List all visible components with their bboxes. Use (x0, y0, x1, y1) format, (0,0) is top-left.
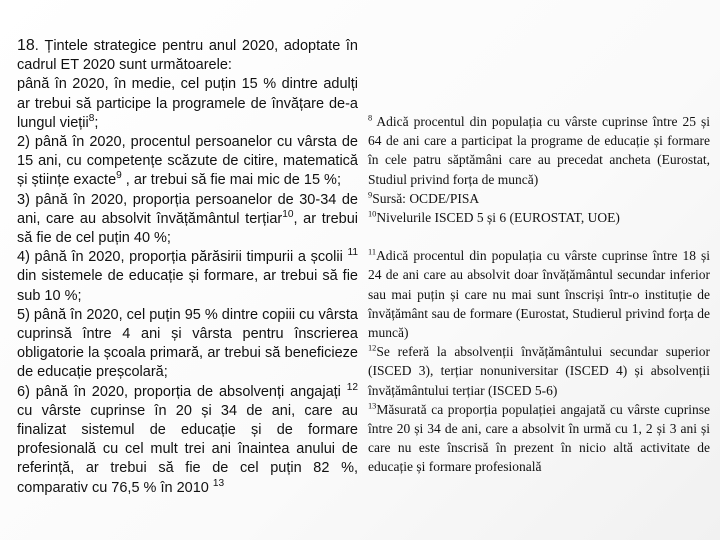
target-3-text: 3) până în 2020, proporția persoanelor de 30-34 de ani, care au absolvit învățământul terțiar (17, 191, 358, 227)
target-2-tail: , ar trebui să fie mai mic de 15 %; (121, 172, 341, 189)
footnote-13-text: Măsurată ca proporția populației angajată cu vârste cuprinse între 20 și 34 de ani, care a absolvit în urmă cu 1, 2 și 3 ani și care nu este înscrisă în prezent în nicio altă activitate de educație și formare profesională (368, 401, 710, 475)
footnote-11 (368, 246, 710, 342)
targets-intro (17, 36, 358, 75)
target-item-3 (17, 191, 358, 249)
target-item-4 (17, 248, 358, 306)
footnote-ref-13[interactable]: 13 (212, 477, 225, 489)
footnote-ref-12[interactable]: 12 (346, 381, 358, 393)
target-item-6 (17, 383, 358, 498)
footnotes-column (368, 112, 710, 477)
strategic-targets-text (17, 36, 358, 498)
target-5-text: 5) până în 2020, cel puțin 95 % dintre copiii cu vârsta cuprinsă între 4 ani și vârsta pentru înscrierea obligatorie la școala primară, ar trebui să beneficieze de educație preșcolară; (17, 306, 358, 381)
footnote-11-marker: 11 (368, 247, 377, 257)
footnote-12-marker: 12 (368, 343, 377, 353)
footnote-ref-11[interactable]: 11 (347, 247, 358, 259)
footnote-8-marker: 8 (368, 113, 373, 123)
footnote-12-text: Se referă la absolvenții învățământului secundar superior (ISCED 3), terțiar nonuniversitar (ISCED 4) și absolvenții învățământului terțiar (ISCED 5-6) (368, 344, 710, 398)
target-3-tail: , ar trebui să fie de cel puțin 40 %; (17, 210, 358, 247)
footnote-9 (368, 189, 710, 208)
footnote-9-marker: 9 (368, 190, 373, 200)
footnote-11-text: Adică procentul din populația cu vârste cuprinse între 18 și 24 de ani care au absolvit doar învățământul secundar inferior sau mai puțin și care nu mai sunt înscriși într-o instituție de învățământ sau de formare (Eurostat, Studierul privind forța de muncă) (368, 248, 710, 341)
footnote-8-text: Adică procentul din populația cu vârste cuprinse între 25 și 64 de ani care a participat la programe de educație și formare în cele patru săptămâni care au precedat ancheta (Eurostat, Studiul privind forța de muncă) (368, 114, 710, 187)
target-2-text: 2) până în 2020, procentul persoanelor cu vârsta de 15 ani, cu competențe scăzute de citire, matematică și științe exacte (17, 134, 358, 189)
footnote-ref-9[interactable]: 9 (116, 170, 122, 182)
footnote-9-text: Sursă: OCDE/PISA (372, 190, 480, 206)
target-6-text: 6) până în 2020, proporția de absolvenți angajați (17, 383, 347, 400)
footnote-8 (368, 112, 710, 189)
target-item-2 (17, 133, 358, 191)
footnote-ref-8[interactable]: 8 (88, 112, 95, 124)
target-item-5 (17, 306, 358, 383)
footnote-10 (368, 208, 710, 227)
section-number: 18 (17, 37, 35, 54)
target-1-tail: ; (94, 114, 99, 131)
footnote-13 (368, 400, 710, 477)
footnote-10-marker: 10 (368, 209, 377, 219)
footnote-12 (368, 342, 710, 400)
intro-text: . Țintele strategice pentru anul 2020, adoptate în cadrul ET 2020 sunt următoarele: (17, 38, 358, 74)
target-item-1 (17, 75, 358, 133)
target-6-tail: cu vârste cuprinse în 20 și 34 de ani, care au finalizat sistemul de educație și de formare profesională cu cel mult trei ani înaintea anului de referință, ar trebui să fie de cel puțin 82 %, comparativ cu 76,5 % în 2010 (17, 402, 358, 496)
target-1-text: până în 2020, în medie, cel puțin 15 % dintre adulți ar trebui să participe la programele de învățare de-a lungul vieții (17, 76, 358, 131)
footnote-ref-10[interactable]: 10 (282, 209, 294, 220)
footnote-10-text: Nivelurile ISCED 5 și 6 (EUROSTAT, UOE) (376, 210, 620, 226)
target-4-tail: din sistemele de educație și formare, ar trebui să fie sub 10 %; (17, 268, 358, 304)
target-4-text: 4) până în 2020, proporția părăsirii timpurii a școlii (17, 249, 348, 266)
footnote-13-marker: 13 (368, 401, 377, 411)
